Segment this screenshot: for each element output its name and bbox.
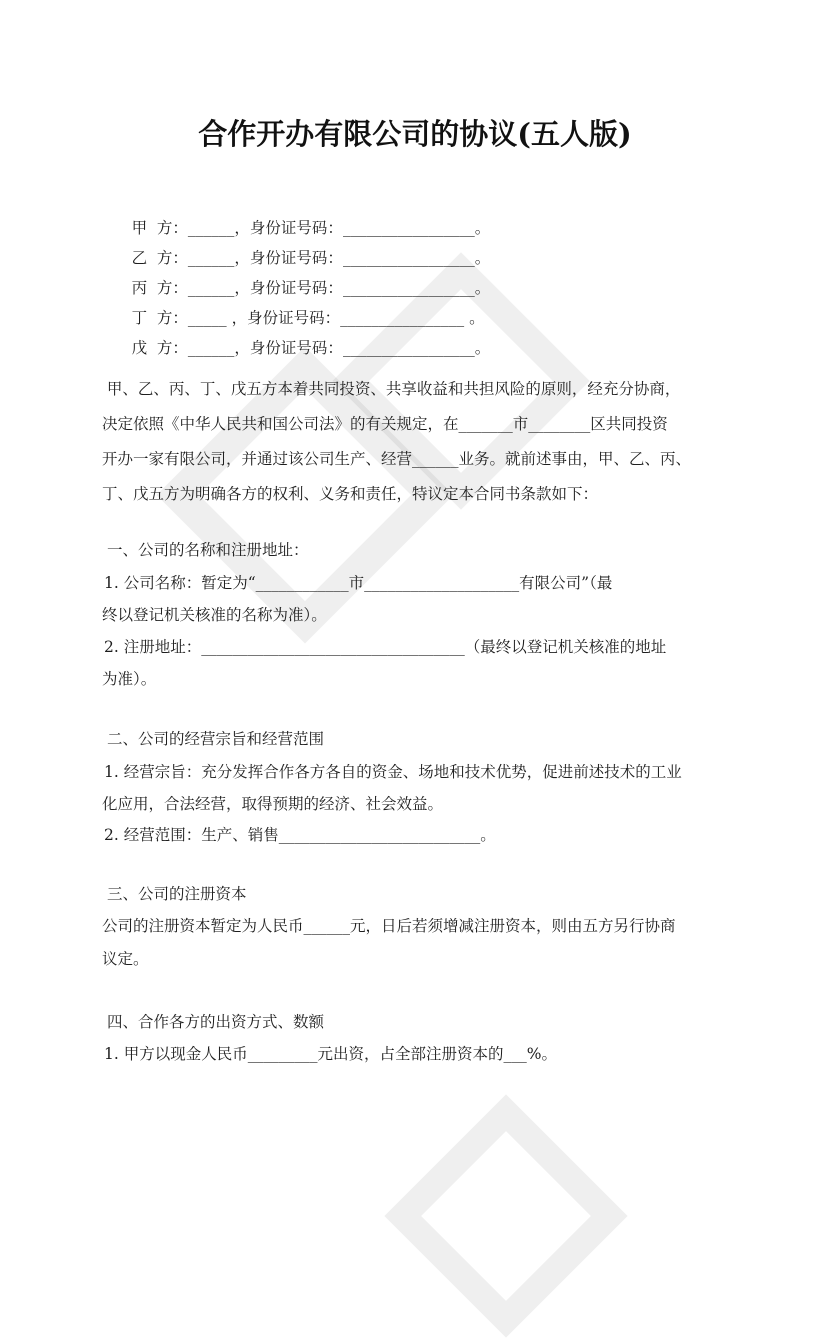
clause-line: 1. 甲方以现金人民币_________元出资，占全部注册资本的___%。 xyxy=(104,1045,557,1063)
paragraph-line: 开办一家有限公司，并通过该公司生产、经营______业务。就前述事由，甲、乙、丙、 xyxy=(102,450,692,468)
party-label: 丙 方： xyxy=(131,279,188,297)
party-name-blank: ______ xyxy=(187,279,235,297)
party-id-blank: _________________ xyxy=(342,249,475,267)
clause-line: 议定。 xyxy=(102,950,149,968)
clause-line: 化应用，合法经营，取得预期的经济、社会效益。 xyxy=(102,795,444,813)
clause-line: 为准）。 xyxy=(102,670,157,688)
party-line-end: 。 xyxy=(474,279,491,297)
party-label: 乙 方： xyxy=(131,249,188,267)
clause-line: 2. 注册地址：__________________________________（最终以登记机关核准的地址 xyxy=(104,638,667,656)
section-heading: 四、合作各方的出资方式、数额 xyxy=(107,1013,325,1031)
clause-line: 终以登记机关核准的名称为准）。 xyxy=(102,606,327,624)
clause-line: 1. 公司名称：暂定为“____________市____________________有限公司”（最 xyxy=(104,574,613,592)
party-id-label: ，身份证号码： xyxy=(234,249,343,267)
party-id-blank: _________________ xyxy=(342,219,475,237)
clause-line: 1. 经营宗旨：充分发挥合作各方各自的资金、场地和技术优势，促进前述技术的工业 xyxy=(104,763,682,781)
party-line xyxy=(102,318,490,378)
party-name-blank: ______ xyxy=(187,339,235,357)
document-title: 合作开办有限公司的协议(五人版) xyxy=(198,117,632,151)
party-name-blank: _____ xyxy=(187,309,232,327)
party-id-blank: _________________ xyxy=(342,339,475,357)
party-name-blank: ______ xyxy=(187,249,235,267)
paragraph-line: 决定依照《中华人民共和国公司法》的有关规定，在_______市________区共同投资 xyxy=(102,415,668,433)
party-line-end: 。 xyxy=(474,249,491,267)
clause-line: 公司的注册资本暂定为人民币______元，日后若须增减注册资本，则由五方另行协商 xyxy=(102,917,676,935)
clause-line: 2. 经营范围：生产、销售__________________________。 xyxy=(104,826,496,844)
party-id-label: ，身份证号码： xyxy=(234,219,343,237)
party-id-label: ，身份证号码： xyxy=(234,339,343,357)
watermark-icon xyxy=(350,1090,650,1290)
paragraph-line: 丁、戊五方为明确各方的权利、义务和责任，特议定本合同书条款如下： xyxy=(102,485,599,503)
party-id-label: ，身份证号码： xyxy=(234,279,343,297)
party-line-end: 。 xyxy=(469,309,485,327)
section-heading: 二、公司的经营宗旨和经营范围 xyxy=(107,730,325,748)
party-name-blank: ______ xyxy=(187,219,235,237)
paragraph-line: 甲、乙、丙、丁、戊五方本着共同投资、共享收益和共担风险的原则，经充分协商， xyxy=(102,380,681,398)
party-line-end: 。 xyxy=(474,339,491,357)
party-label: 戊 方： xyxy=(131,339,188,357)
party-id-blank: ________________ xyxy=(340,309,470,327)
section-heading: 三、公司的注册资本 xyxy=(107,885,247,903)
party-line-end: 。 xyxy=(474,219,491,237)
section-heading: 一、公司的名称和注册地址： xyxy=(107,541,309,559)
party-label: 甲 方： xyxy=(131,219,188,237)
party-id-label: ，身份证号码： xyxy=(231,309,341,327)
party-id-blank: _________________ xyxy=(342,279,475,297)
party-label: 丁 方： xyxy=(131,309,188,327)
